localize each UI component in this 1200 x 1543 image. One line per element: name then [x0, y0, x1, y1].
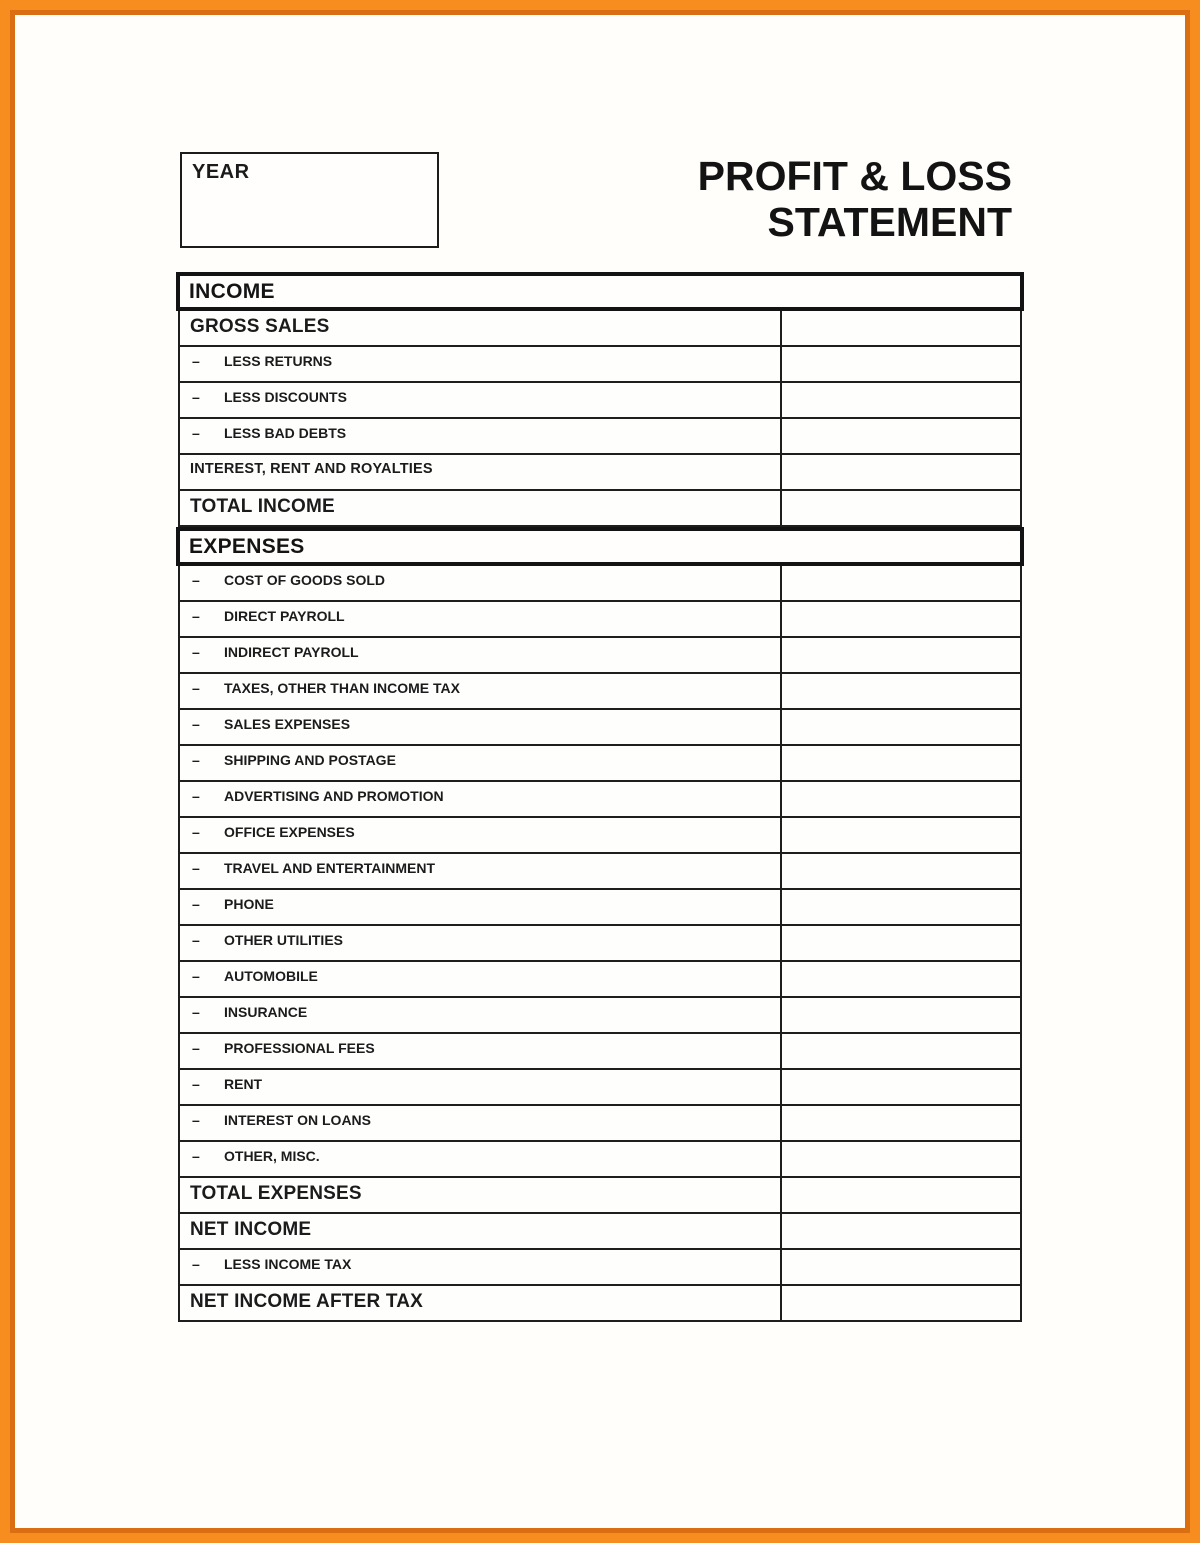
row-label-text: SHIPPING AND POSTAGE [224, 752, 396, 768]
row-value-cell[interactable] [780, 1250, 1020, 1284]
row-label [180, 710, 780, 744]
row-label-text: NET INCOME [190, 1219, 312, 1240]
row-value-cell[interactable] [780, 1070, 1020, 1104]
row-label [180, 782, 780, 816]
dash-marker: – [192, 860, 200, 876]
dash-marker: – [192, 1004, 200, 1020]
row-value-cell[interactable] [780, 1178, 1020, 1212]
row-value-cell[interactable] [780, 818, 1020, 852]
row-value-cell[interactable] [780, 491, 1020, 525]
dash-marker: – [192, 353, 200, 369]
row-label-text: SALES EXPENSES [224, 716, 351, 732]
row-value-cell[interactable] [780, 854, 1020, 888]
row-label-text: INTEREST ON LOANS [224, 1112, 372, 1128]
table-row [180, 1034, 1020, 1070]
row-label-text: LESS INCOME TAX [224, 1256, 352, 1272]
row-label [180, 347, 780, 381]
table-row [180, 1250, 1020, 1286]
row-value-cell[interactable] [780, 890, 1020, 924]
row-label-text: AUTOMOBILE [224, 968, 318, 984]
dash-marker: – [192, 968, 200, 984]
table-row [180, 311, 1020, 347]
dash-marker: – [192, 896, 200, 912]
row-label-text: GROSS SALES [190, 316, 330, 337]
expenses-section-header: EXPENSES [176, 527, 1024, 566]
table-row [180, 419, 1020, 455]
table-row [180, 818, 1020, 854]
row-label [180, 311, 780, 345]
dash-marker: – [192, 1076, 200, 1092]
dash-marker: – [192, 716, 200, 732]
table-row [180, 998, 1020, 1034]
row-value-cell[interactable] [780, 1034, 1020, 1068]
table-row [180, 926, 1020, 962]
dash-marker: – [192, 680, 200, 696]
row-label-text: INDIRECT PAYROLL [224, 644, 359, 660]
table-row [180, 1178, 1020, 1214]
dash-marker: – [192, 932, 200, 948]
row-label-text: COST OF GOODS SOLD [224, 572, 386, 588]
row-label [180, 1214, 780, 1248]
table-row [180, 782, 1020, 818]
row-value-cell[interactable] [780, 638, 1020, 672]
row-label-text: TOTAL EXPENSES [190, 1183, 362, 1204]
dash-marker: – [192, 389, 200, 405]
row-label [180, 419, 780, 453]
profit-loss-table [178, 272, 1022, 1322]
row-label [180, 926, 780, 960]
row-label [180, 1034, 780, 1068]
dash-marker: – [192, 572, 200, 588]
row-label [180, 674, 780, 708]
row-label [180, 455, 780, 489]
year-label: YEAR [192, 161, 250, 183]
row-label-text: OTHER, MISC. [224, 1148, 320, 1164]
income-section-header: INCOME [176, 272, 1024, 311]
table-row [180, 455, 1020, 491]
row-value-cell[interactable] [780, 1142, 1020, 1176]
dash-marker: – [192, 788, 200, 804]
table-row [180, 491, 1020, 525]
row-value-cell[interactable] [780, 383, 1020, 417]
dash-marker: – [192, 1148, 200, 1164]
row-value-cell[interactable] [780, 782, 1020, 816]
row-label [180, 383, 780, 417]
row-value-cell[interactable] [780, 1214, 1020, 1248]
table-row [180, 1142, 1020, 1178]
dash-marker: – [192, 608, 200, 624]
table-row [180, 566, 1020, 602]
dash-marker: – [192, 1112, 200, 1128]
row-label-text: DIRECT PAYROLL [224, 608, 345, 624]
income-rows [178, 311, 1022, 527]
table-row [180, 638, 1020, 674]
row-value-cell[interactable] [780, 962, 1020, 996]
row-value-cell[interactable] [780, 419, 1020, 453]
row-label [180, 854, 780, 888]
row-label [180, 491, 780, 525]
row-label [180, 1106, 780, 1140]
row-label-text: OFFICE EXPENSES [224, 824, 355, 840]
row-value-cell[interactable] [780, 1286, 1020, 1320]
row-label-text: INSURANCE [224, 1004, 308, 1020]
row-label-text: PHONE [224, 896, 274, 912]
row-label [180, 1286, 780, 1320]
row-label [180, 746, 780, 780]
page-title-line2: STATEMENT [767, 199, 1012, 245]
table-row [180, 383, 1020, 419]
row-label-text: OTHER UTILITIES [224, 932, 343, 948]
dash-marker: – [192, 1040, 200, 1056]
row-value-cell[interactable] [780, 602, 1020, 636]
dash-marker: – [192, 824, 200, 840]
row-label [180, 638, 780, 672]
expenses-rows [178, 566, 1022, 1322]
row-value-cell[interactable] [780, 566, 1020, 600]
table-row [180, 1070, 1020, 1106]
table-row [180, 347, 1020, 383]
row-label-text: RENT [224, 1076, 263, 1092]
table-row [180, 1214, 1020, 1250]
table-row [180, 602, 1020, 638]
dash-marker: – [192, 1256, 200, 1272]
row-label-text: TRAVEL AND ENTERTAINMENT [224, 860, 436, 876]
row-value-cell[interactable] [780, 674, 1020, 708]
row-label [180, 1178, 780, 1212]
dash-marker: – [192, 752, 200, 768]
page-title [698, 153, 1012, 245]
row-label-text: NET INCOME AFTER TAX [190, 1291, 424, 1312]
year-box[interactable] [180, 152, 439, 248]
row-label [180, 566, 780, 600]
row-value-cell[interactable] [780, 311, 1020, 345]
table-row [180, 1286, 1020, 1320]
dash-marker: – [192, 644, 200, 660]
row-value-cell[interactable] [780, 455, 1020, 489]
row-label-text: LESS BAD DEBTS [224, 425, 347, 441]
table-row [180, 890, 1020, 926]
table-row [180, 854, 1020, 890]
table-row [180, 962, 1020, 998]
row-value-cell[interactable] [780, 998, 1020, 1032]
row-label-text: TAXES, OTHER THAN INCOME TAX [224, 680, 460, 696]
row-label [180, 602, 780, 636]
row-label [180, 890, 780, 924]
row-label [180, 1250, 780, 1284]
row-label [180, 1142, 780, 1176]
row-value-cell[interactable] [780, 347, 1020, 381]
table-row [180, 674, 1020, 710]
table-row [180, 1106, 1020, 1142]
row-label-text: PROFESSIONAL FEES [224, 1040, 375, 1056]
row-label-text: INTEREST, RENT AND ROYALTIES [190, 461, 433, 477]
row-value-cell[interactable] [780, 926, 1020, 960]
row-value-cell[interactable] [780, 710, 1020, 744]
row-value-cell[interactable] [780, 746, 1020, 780]
row-label-text: TOTAL INCOME [190, 496, 335, 517]
row-value-cell[interactable] [780, 1106, 1020, 1140]
row-label [180, 818, 780, 852]
row-label [180, 998, 780, 1032]
page-title-line1: PROFIT & LOSS [697, 153, 1012, 199]
row-label-text: LESS DISCOUNTS [224, 389, 347, 405]
row-label-text: ADVERTISING AND PROMOTION [224, 788, 444, 804]
table-row [180, 746, 1020, 782]
row-label [180, 962, 780, 996]
dash-marker: – [192, 425, 200, 441]
row-label-text: LESS RETURNS [224, 353, 333, 369]
table-row [180, 710, 1020, 746]
row-label [180, 1070, 780, 1104]
